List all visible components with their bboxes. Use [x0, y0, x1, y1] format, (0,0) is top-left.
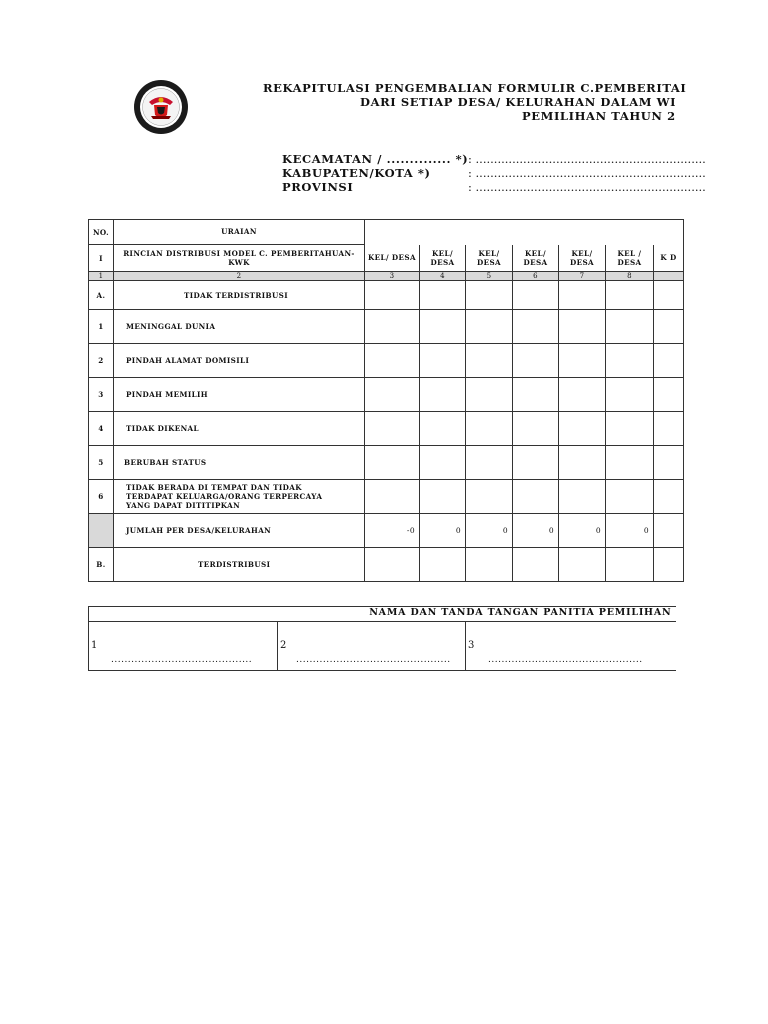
kel-header-span	[365, 220, 684, 245]
row-text: TIDAK BERADA DI TEMPAT DAN TIDAK TERDAPAT KELUARGA/ORANG TERPERCAYA YANG DAPAT DITITIPKAN	[114, 480, 365, 514]
recap-table	[88, 219, 684, 582]
kel-header-3: KEL/ DESA	[466, 245, 513, 272]
row-text: PINDAH MEMILIH	[114, 378, 365, 412]
provinsi-label: PROVINSI	[282, 180, 354, 194]
no-header: NO.	[89, 220, 114, 245]
table-header-row	[89, 220, 684, 245]
signature-table	[88, 606, 676, 671]
jumlah-value: 0	[559, 514, 606, 548]
kel-header-6: KEL / DESA	[606, 245, 654, 272]
kel-header-2: KEL/ DESA	[420, 245, 466, 272]
signature-number: 1	[91, 640, 98, 651]
col-number: 3	[365, 272, 420, 281]
provinsi-value: : ...............................................................	[468, 180, 706, 194]
row-text: MENINGGAL DUNIA	[114, 310, 365, 344]
table-row	[89, 344, 684, 378]
signature-row	[89, 622, 676, 671]
document-title-line-1: REKAPITULASI PENGEMBALIAN FORMULIR C.PEMBERITAI	[263, 81, 687, 95]
jumlah-value: 0	[466, 514, 513, 548]
table-row	[89, 310, 684, 344]
row-text: PINDAH ALAMAT DOMISILI	[114, 344, 365, 378]
signature-heading: NAMA DAN TANDA TANGAN PANITIA PEMILIHAN	[89, 607, 676, 622]
kecamatan-label: KECAMATAN / .............. *)	[282, 152, 469, 166]
section-a-text: TIDAK TERDISTRIBUSI	[114, 281, 365, 310]
section-a-row	[89, 281, 684, 310]
row-i-no: I	[89, 245, 114, 272]
row-text: TIDAK DIKENAL	[114, 412, 365, 446]
row-no: 1	[89, 310, 114, 344]
table-row	[89, 446, 684, 480]
jumlah-value: 0	[420, 514, 466, 548]
column-number-row	[89, 272, 684, 281]
jumlah-value: -0	[365, 514, 420, 548]
document-title-line-2: DARI SETIAP DESA/ KELURAHAN DALAM WI	[360, 95, 677, 109]
kabupaten-label: KABUPATEN/KOTA *)	[282, 166, 431, 180]
jumlah-value: 0	[513, 514, 559, 548]
signature-slot-3	[466, 622, 676, 671]
signature-number: 3	[468, 640, 475, 651]
kabupaten-value: : ...............................................................	[468, 166, 706, 180]
section-b-row	[89, 548, 684, 582]
signature-header-row	[89, 607, 676, 622]
row-text: BERUBAH STATUS	[114, 446, 365, 480]
section-b-text: TERDISTRIBUSI	[114, 548, 365, 582]
jumlah-row	[89, 514, 684, 548]
table-row	[89, 378, 684, 412]
table-row	[89, 412, 684, 446]
row-no: 2	[89, 344, 114, 378]
signature-number: 2	[280, 640, 287, 651]
jumlah-value: 0	[606, 514, 654, 548]
col-number: 2	[114, 272, 365, 281]
jumlah-text: JUMLAH PER DESA/KELURAHAN	[114, 514, 365, 548]
row-no: 3	[89, 378, 114, 412]
signature-slot-2	[278, 622, 466, 671]
row-no: 5	[89, 446, 114, 480]
signature-line: ..............................................	[488, 655, 643, 665]
col-number: 1	[89, 272, 114, 281]
kecamatan-value: : ...............................................................	[468, 152, 706, 166]
kpu-logo-icon	[132, 78, 190, 136]
row-no: 6	[89, 480, 114, 514]
kel-header-4: KEL/ DESA	[513, 245, 559, 272]
col-number: 8	[606, 272, 654, 281]
signature-line: ..........................................	[111, 655, 253, 665]
col-number: 6	[513, 272, 559, 281]
jumlah-value	[654, 514, 684, 548]
col-number	[654, 272, 684, 281]
section-a-no: A.	[89, 281, 114, 310]
section-b-no: B.	[89, 548, 114, 582]
row-i-text: RINCIAN DISTRIBUSI MODEL C. PEMBERITAHUAN-KWK	[114, 245, 365, 272]
col-number: 5	[466, 272, 513, 281]
document-title-line-3: PEMILIHAN TAHUN 2	[522, 109, 676, 123]
uraian-header: URAIAN	[114, 220, 365, 245]
kel-header-7: K D	[654, 245, 684, 272]
signature-slot-1	[89, 622, 278, 671]
signature-line: ..............................................	[296, 655, 451, 665]
jumlah-no-cell	[89, 514, 114, 548]
row-no: 4	[89, 412, 114, 446]
table-row	[89, 480, 684, 514]
col-number: 4	[420, 272, 466, 281]
table-row-i	[89, 245, 684, 272]
kel-header-1: KEL/ DESA	[365, 245, 420, 272]
kel-header-5: KEL/ DESA	[559, 245, 606, 272]
col-number: 7	[559, 272, 606, 281]
